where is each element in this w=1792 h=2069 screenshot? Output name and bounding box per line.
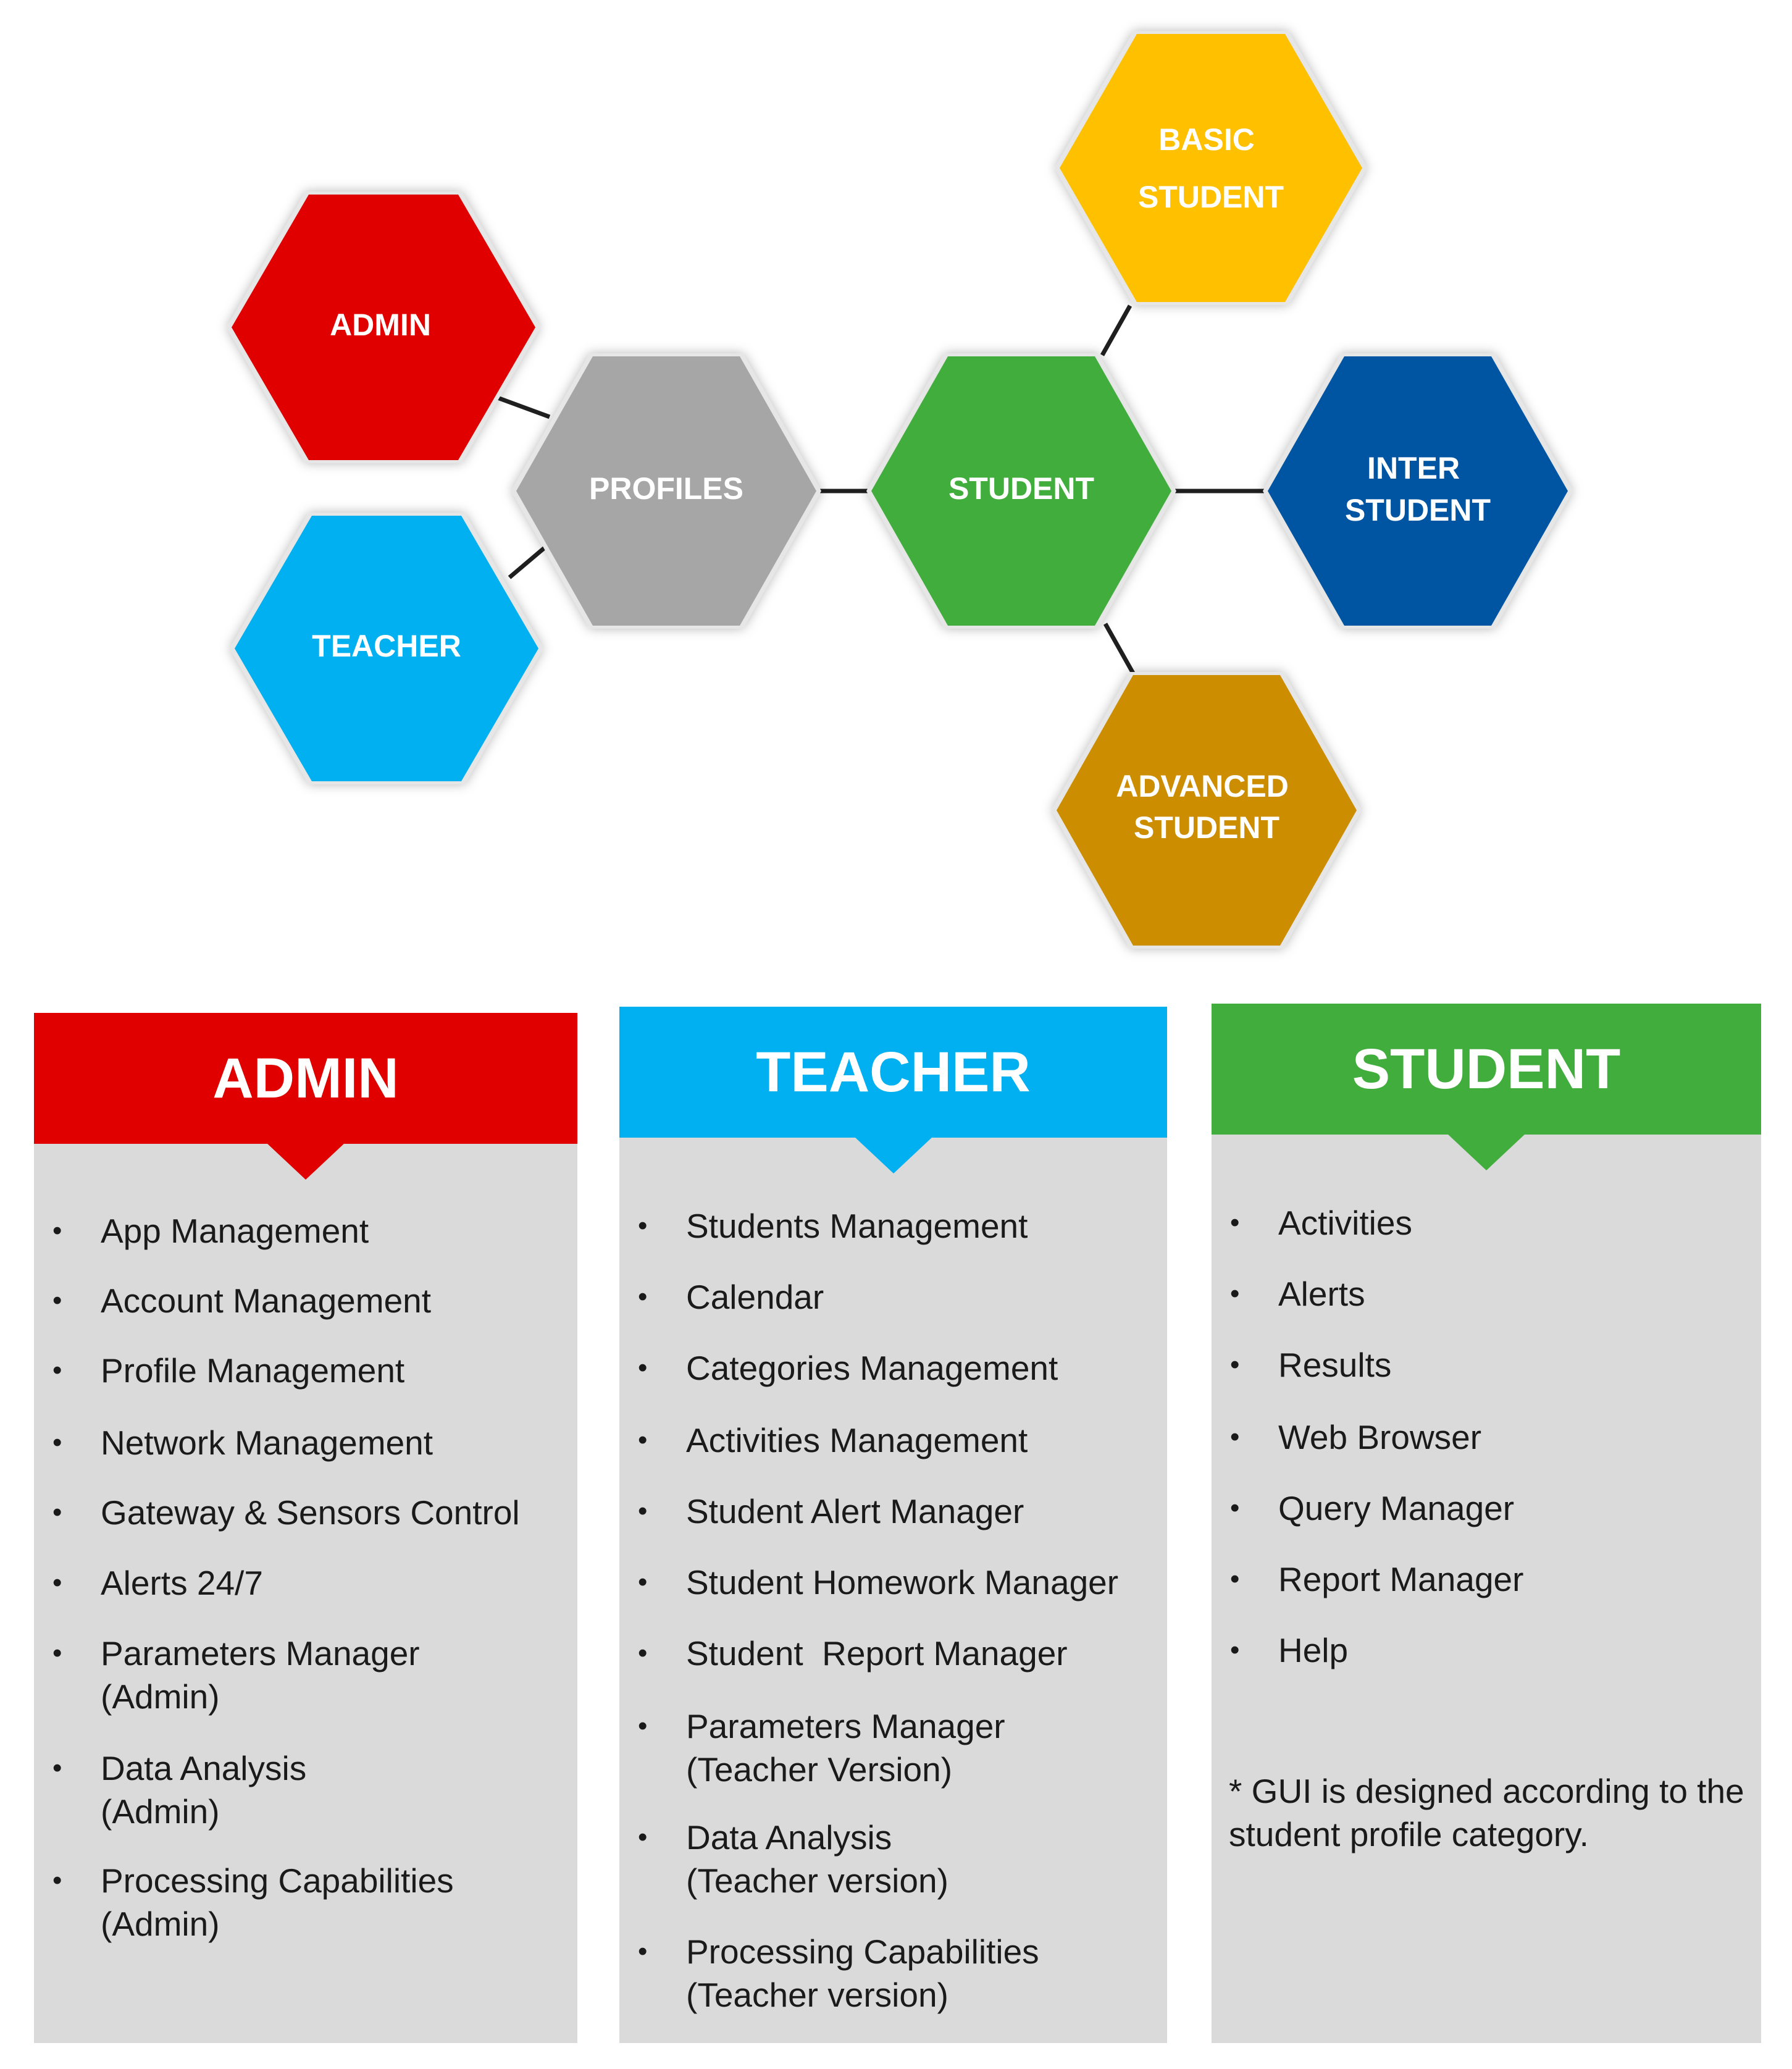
list-item-label: Categories Management <box>686 1349 1058 1387</box>
bullet-icon: • <box>52 1497 62 1527</box>
student-panel-header <box>1212 1004 1761 1135</box>
list-item <box>619 1816 1167 1902</box>
hex-inter-student <box>1263 353 1573 629</box>
bullet-icon: • <box>638 1211 648 1241</box>
bullet-icon: • <box>638 1496 648 1526</box>
bullet-icon: • <box>638 1567 648 1597</box>
list-item <box>1212 1272 1761 1316</box>
list-item-label: Student Report Manager <box>686 1634 1068 1672</box>
hex-basic-fill <box>1060 34 1362 302</box>
list-item-label: Student Homework Manager <box>686 1563 1119 1601</box>
hex-teacher-label: TEACHER <box>312 629 461 664</box>
hex-inter-label-line2: STUDENT <box>1344 493 1491 527</box>
hex-advanced-student <box>1052 672 1362 949</box>
student-panel-notch <box>1447 1133 1526 1170</box>
list-item <box>619 1346 1167 1390</box>
bullet-icon: • <box>1230 1493 1240 1523</box>
list-item <box>1212 1558 1761 1601</box>
list-item <box>34 1561 577 1605</box>
hex-profiles <box>511 353 821 629</box>
student-gui-note: * GUI is designed according to the student profile category. <box>1229 1772 1744 1853</box>
hex-advanced-label-line1: ADVANCED <box>1116 769 1289 804</box>
list-item <box>34 1421 577 1464</box>
hex-inter-fill <box>1268 356 1568 626</box>
list-item-label: Query Manager <box>1278 1489 1515 1527</box>
connector-student-advanced <box>1105 624 1133 673</box>
bullet-icon: • <box>638 1711 648 1741</box>
list-item-label: Data Analysis (Admin) <box>101 1749 307 1831</box>
list-item-label: Data Analysis (Teacher version) <box>686 1818 948 1900</box>
connector-teacher-profiles <box>509 543 550 577</box>
list-item <box>619 1705 1167 1791</box>
list-item <box>34 1209 577 1253</box>
bullet-icon: • <box>52 1427 62 1458</box>
bullet-icon: • <box>1230 1278 1240 1309</box>
hex-basic-label-line2: STUDENT <box>1137 180 1284 214</box>
hex-student <box>866 353 1176 629</box>
student-panel <box>1212 1004 1761 2043</box>
list-item-label: Calendar <box>686 1278 824 1316</box>
list-item <box>1212 1343 1761 1387</box>
list-item-label: Network Management <box>101 1424 433 1462</box>
bullet-icon: • <box>52 1865 62 1895</box>
bullet-icon: • <box>52 1567 62 1598</box>
connector-student-basic <box>1102 306 1130 355</box>
bullet-icon: • <box>1230 1635 1240 1665</box>
hex-admin <box>227 191 540 463</box>
teacher-panel-title: TEACHER <box>756 1040 1031 1104</box>
list-item-label: Parameters Manager (Teacher Version) <box>686 1707 1005 1789</box>
profile-hierarchy-diagram <box>0 0 1792 988</box>
list-item-label: Web Browser <box>1278 1418 1482 1456</box>
list-item-label: Processing Capabilities (Teacher version) <box>686 1933 1039 2014</box>
hex-profiles-label: PROFILES <box>588 471 744 506</box>
list-item <box>619 1632 1167 1675</box>
bullet-icon: • <box>638 1425 648 1455</box>
hex-advanced-label-line2: STUDENT <box>1133 810 1280 845</box>
student-panel-title: STUDENT <box>1352 1037 1621 1101</box>
list-item-label: Processing Capabilities (Admin) <box>101 1861 454 1943</box>
list-item-label: Account Management <box>101 1282 432 1320</box>
list-item <box>619 1275 1167 1319</box>
list-item <box>34 1747 577 1833</box>
list-item-label: Alerts 24/7 <box>101 1564 263 1602</box>
list-item <box>619 1204 1167 1248</box>
list-item <box>34 1632 577 1718</box>
hex-inter-label-line1: INTER <box>1367 451 1460 485</box>
connector-admin-profiles <box>491 395 550 417</box>
list-item-label: Gateway & Sensors Control <box>101 1493 520 1532</box>
teacher-panel <box>619 1007 1167 2043</box>
hex-admin-label: ADMIN <box>330 308 431 343</box>
list-item <box>1212 1629 1761 1672</box>
bullet-icon: • <box>52 1355 62 1385</box>
list-item-label: Activities <box>1278 1204 1412 1242</box>
list-item-label: Report Manager <box>1278 1560 1524 1598</box>
list-item <box>34 1491 577 1534</box>
bullet-icon: • <box>638 1638 648 1668</box>
admin-panel-title: ADMIN <box>212 1046 399 1110</box>
bullet-icon: • <box>52 1638 62 1668</box>
hex-teacher <box>230 513 543 784</box>
list-item-label: Alerts <box>1278 1275 1365 1313</box>
bullet-icon: • <box>638 1822 648 1852</box>
hex-basic-label-line1: BASIC <box>1158 122 1255 157</box>
bullet-icon: • <box>638 1936 648 1966</box>
teacher-panel-notch <box>854 1136 933 1173</box>
hex-basic-student <box>1055 31 1367 305</box>
bullet-icon: • <box>52 1215 62 1246</box>
bullet-icon: • <box>638 1282 648 1312</box>
list-item-label: Profile Management <box>101 1351 405 1390</box>
bullet-icon: • <box>1230 1564 1240 1594</box>
admin-panel-notch <box>266 1143 345 1180</box>
list-item-label: Help <box>1278 1631 1349 1669</box>
list-item <box>34 1859 577 1945</box>
list-item <box>34 1349 577 1392</box>
bullet-icon: • <box>1230 1207 1240 1238</box>
list-item <box>1212 1487 1761 1530</box>
list-item <box>1212 1201 1761 1244</box>
hex-student-label: STUDENT <box>948 471 1095 506</box>
list-item <box>619 1930 1167 2017</box>
bullet-icon: • <box>1230 1422 1240 1452</box>
list-item-label: Students Management <box>686 1207 1028 1245</box>
list-item-label: Results <box>1278 1346 1392 1384</box>
admin-panel-header <box>34 1013 577 1144</box>
list-item <box>619 1490 1167 1533</box>
list-item <box>34 1279 577 1322</box>
bullet-icon: • <box>1230 1349 1240 1380</box>
list-item-label: Student Alert Manager <box>686 1492 1024 1530</box>
teacher-panel-header <box>619 1007 1167 1138</box>
bullet-icon: • <box>52 1753 62 1783</box>
list-item-label: Parameters Manager (Admin) <box>101 1634 420 1716</box>
list-item <box>619 1561 1167 1604</box>
bullet-icon: • <box>638 1353 648 1383</box>
admin-panel <box>34 1013 577 2043</box>
list-item-label: Activities Management <box>686 1421 1028 1459</box>
list-item <box>619 1419 1167 1462</box>
bullet-icon: • <box>52 1285 62 1316</box>
list-item <box>1212 1416 1761 1459</box>
list-item-label: App Management <box>101 1212 369 1250</box>
